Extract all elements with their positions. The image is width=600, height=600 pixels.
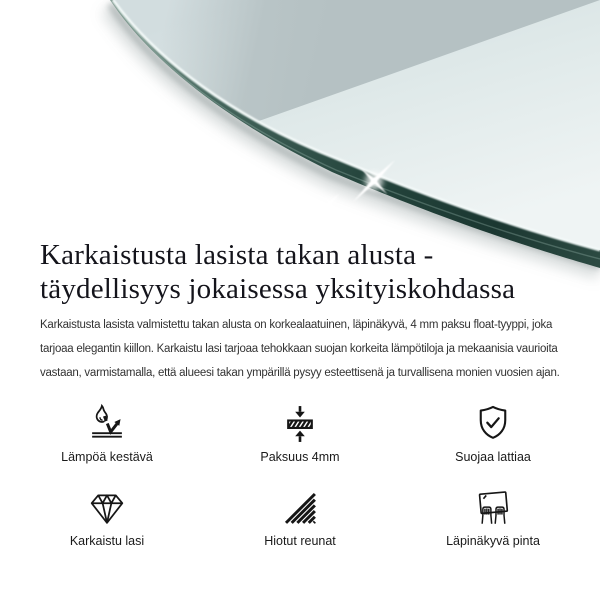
- feature-heat-resistant: [61, 403, 153, 464]
- feature-tempered-glass: [70, 487, 144, 548]
- transparent-surface-icon: [472, 487, 514, 529]
- feature-label: Suojaa lattiaa: [455, 450, 531, 464]
- diamond-icon: [86, 487, 128, 529]
- feature-transparent-surface: [446, 487, 540, 548]
- feature-label: Lämpöä kestävä: [61, 450, 153, 464]
- feature-label: Läpinäkyvä pinta: [446, 534, 540, 548]
- feature-label: Hiotut reunat: [264, 534, 336, 548]
- feature-protects-floor: [455, 403, 531, 464]
- description-line1: Karkaistusta lasista valmistettu takan alusta on korkealaatuinen, läpinäkyvä, 4 mm paksu float-tyyppi, joka: [40, 319, 553, 331]
- description-line3: vastaan, varmistamalla, että alueesi takan ympärillä pysyy esteettisenä ja turvallisena monien vuosien ajan.: [40, 367, 560, 379]
- sparkle-small-icon: [320, 193, 340, 213]
- feature-label: Karkaistu lasi: [69, 534, 145, 548]
- glass-surface: [100, 0, 600, 250]
- shield-check-icon: [472, 403, 514, 445]
- thickness-4mm-icon: [279, 403, 321, 445]
- feature-polished-edges: [264, 487, 336, 548]
- description-line2: tarjoaa elegantin kiillon. Karkaistu lasi tarjoaa tehokkaan suojan korkeita lämpötiloja ja mekaanisia vaurioita: [40, 343, 558, 355]
- page-title-line2: täydellisyys jokaisessa yksityiskohdassa: [40, 273, 516, 305]
- feature-label: Paksuus 4mm: [260, 450, 340, 464]
- feature-grid: [0, 403, 600, 571]
- page-title-line1: Karkaistusta lasista takan alusta -: [40, 239, 434, 271]
- polished-edges-icon: [279, 487, 321, 529]
- feature-thickness: [260, 403, 339, 464]
- product-description: [40, 313, 560, 385]
- heat-resistant-icon: [86, 403, 128, 445]
- page-title: [40, 238, 515, 306]
